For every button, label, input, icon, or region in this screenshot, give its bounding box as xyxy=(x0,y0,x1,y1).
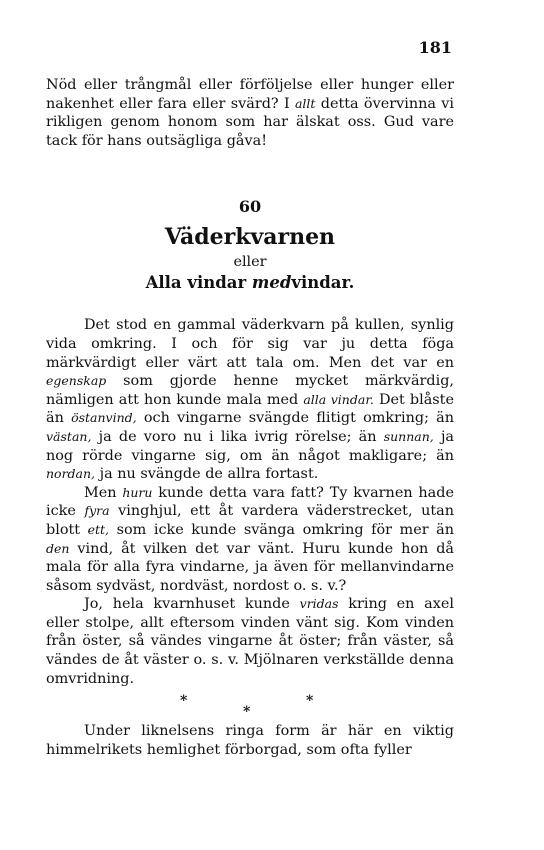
p1-emphasis-1: egenskap xyxy=(46,373,107,389)
section-separator xyxy=(46,688,454,722)
chapter-title: Väderkvarnen xyxy=(164,224,336,251)
p1-emphasis-6: nordan, xyxy=(46,466,96,482)
chapter-subtitle xyxy=(46,272,454,294)
p1-text-6: ja nog rörde vingarne sig, om än något makligare; än xyxy=(46,428,454,464)
p1-text-3: Det blåste än xyxy=(46,391,454,427)
p1-text-7: ja nu svängde de allra fortast. xyxy=(95,466,319,483)
p1-emphasis-2: alla vindar. xyxy=(303,391,374,407)
separator-star: * xyxy=(306,693,314,710)
subtitle-emphasis: med xyxy=(251,273,292,293)
p2-emphasis-3: ett, xyxy=(87,521,110,537)
p1-text-2: som gjorde henne mycket märkvärdig, nämligen att hon kunde mala med xyxy=(46,373,454,408)
book-page xyxy=(46,38,454,759)
p3-emphasis-1: vridas xyxy=(299,596,339,612)
p2-emphasis-2: fyra xyxy=(84,503,110,519)
p2-text-4: som icke kunde svänga omkring för mer än xyxy=(109,521,454,538)
separator-star: * xyxy=(180,693,188,710)
separator-star: * xyxy=(243,704,251,721)
p2-text-1: Men xyxy=(84,484,123,501)
p1-emphasis-3: östanvind, xyxy=(71,410,137,426)
p2-emphasis-1: huru xyxy=(122,484,153,500)
body-paragraph-1 xyxy=(46,316,454,483)
p1-text-4: och vingarne svängde flitigt omkring; än xyxy=(136,410,454,427)
page-number: 181 xyxy=(418,38,452,57)
intro-text-2: detta övervinna vi rikligen genom honom som har älskat oss. Gud vare tack för hans outsägliga gåva! xyxy=(46,95,454,149)
intro-text-1: Nöd eller trångmål eller förföljelse eller hunger eller nakenhet eller fara eller svärd? I xyxy=(46,77,454,112)
subtitle-text-1: Alla vindar xyxy=(145,273,252,293)
subtitle-text-2: vindar. xyxy=(291,273,355,293)
p1-emphasis-4: västan, xyxy=(46,428,92,444)
chapter-or: eller xyxy=(233,254,267,271)
body-paragraph-2 xyxy=(46,484,454,596)
p1-emphasis-5: sunnan, xyxy=(383,428,434,444)
body-paragraph-3 xyxy=(46,595,454,688)
p2-text-5: vind, åt vilken det var vänt. Huru kunde hon då mala för alla fyra vindarne, ja även för mellanvindarne såsom sydväst, nordväst, nordost o. s. v.? xyxy=(46,540,454,594)
p4-text-1: Under liknelsens ringa form är här en viktig himmelrikets hemlighet förborgad, som ofta fyller xyxy=(46,723,454,758)
p1-text-5: ja de voro nu i lika ivrig rörelse; än xyxy=(91,428,384,445)
p2-text-2: kunde detta vara fatt? Ty kvarnen hade icke xyxy=(46,484,454,520)
p3-text-2: kring en axel eller stolpe, allt eftersom vinden vänt sig. Kom vinden från öster, så vändes vingarne åt öster; från väster, så vändes de åt väster o. s. v. Mjölnaren verkställde denna omvridning. xyxy=(46,596,454,687)
p3-text-1: Jo, hela kvarnhuset kunde xyxy=(84,596,300,613)
p2-text-3: vinghjul, ett åt vardera väderstrecket, utan blott xyxy=(46,503,454,538)
chapter-number: 60 xyxy=(238,197,262,217)
body-paragraph-4 xyxy=(46,722,454,759)
p1-text-1: Det stod en gammal väderkvarn på kullen, synlig vida omkring. I och för sig var ju detta föga märkvärdigt eller värt att tala om. Men det var en xyxy=(46,317,454,371)
intro-emphasis: allt xyxy=(294,95,316,111)
intro-paragraph xyxy=(46,76,454,150)
p2-emphasis-4: den xyxy=(46,540,70,556)
